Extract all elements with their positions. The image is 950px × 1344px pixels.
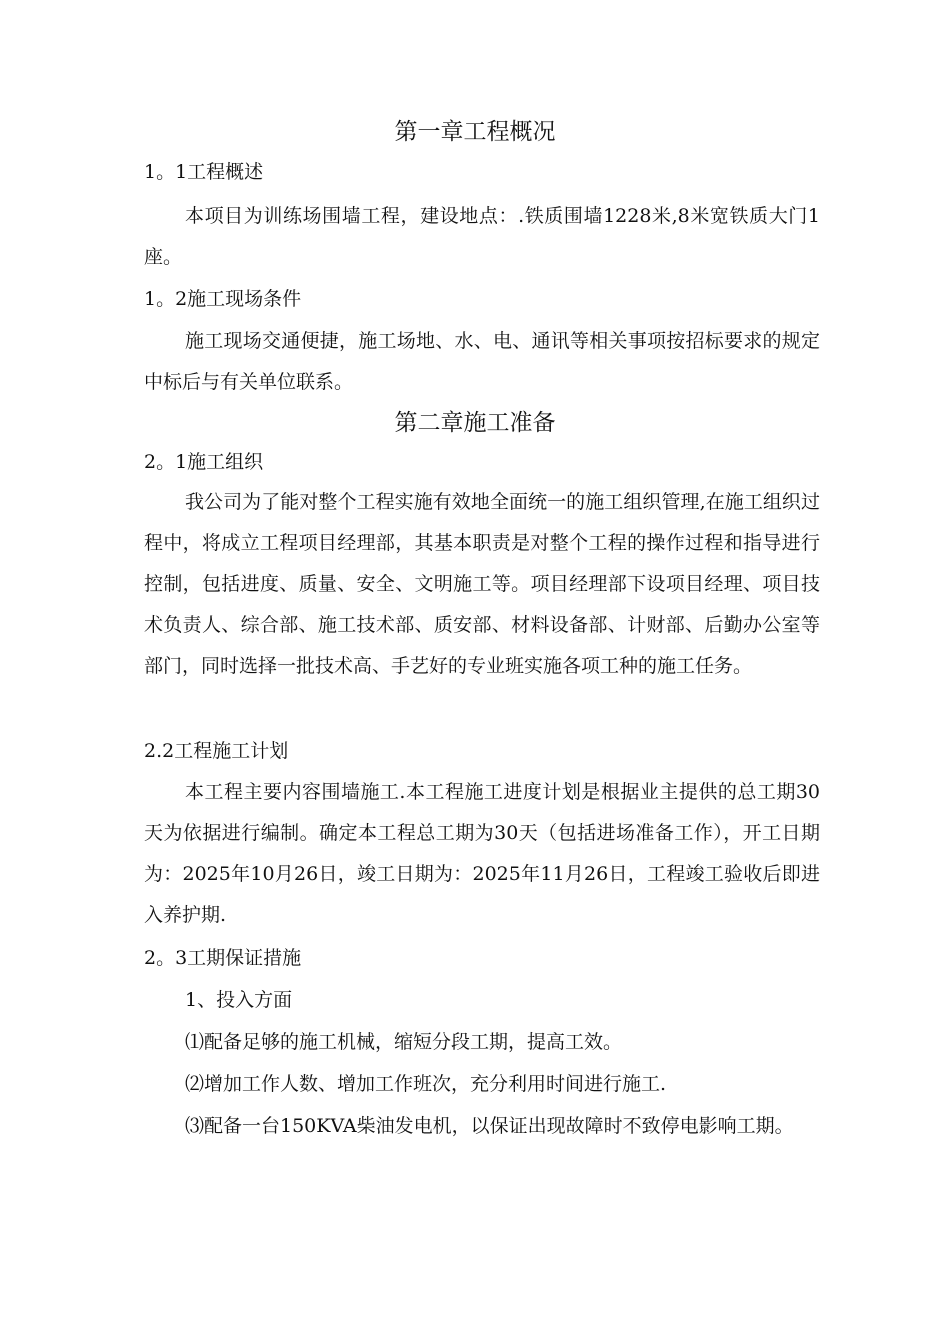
- measure-item-1: ⑴配备足够的施工机械，缩短分段工期，提高工效。: [185, 1031, 623, 1053]
- chapter-1-title: 第一章工程概况: [394, 119, 556, 145]
- section-2-1-body: 我公司为了能对整个工程实施有效地全面统一的施工组织管理,在施工组织过程中，将成立工程项目经理部，其基本职责是对整个工程的操作过程和指导进行控制，包括进度、质量、安全、文明施工等。项目经理部下设项目经理、项目技术负责人、综合部、施工技术部、质安部、材料设备部、计财部、后勤办公室等部门，同时选择一批技术高、手艺好的专业班实施各项工种的施工任务。: [144, 491, 820, 677]
- section-2-3-subheading: 1、投入方面: [185, 989, 293, 1011]
- measure-item-3: ⑶配备一台150KVA柴油发电机，以保证出现故障时不致停电影响工期。: [185, 1115, 794, 1137]
- section-1-2-heading: 1。2施工现场条件: [144, 288, 302, 310]
- section-2-3-heading: 2。3工期保证措施: [144, 947, 302, 969]
- measure-item-2: ⑵增加工作人数、增加工作班次，充分利用时间进行施工.: [185, 1073, 667, 1095]
- section-2-1-heading: 2。1施工组织: [144, 451, 264, 473]
- section-1-2-body: 施工现场交通便捷，施工场地、水、电、通讯等相关事项按招标要求的规定中标后与有关单位联系。: [144, 330, 820, 393]
- chapter-2-title: 第二章施工准备: [394, 410, 556, 436]
- section-2-2-heading: 2.2工程施工计划: [144, 740, 289, 762]
- section-1-1-body: 本项目为训练场围墙工程，建设地点：.铁质围墙1228米,8米宽铁质大门1座。: [144, 205, 820, 268]
- section-2-2-body: 本工程主要内容围墙施工.本工程施工进度计划是根据业主提供的总工期30天为依据进行编制。确定本工程总工期为30天（包括进场准备工作），开工日期为：2025年10月26日，竣工日期为：2025年11月26日，工程竣工验收后即进入养护期.: [144, 781, 820, 926]
- section-1-1-heading: 1。1工程概述: [144, 161, 264, 183]
